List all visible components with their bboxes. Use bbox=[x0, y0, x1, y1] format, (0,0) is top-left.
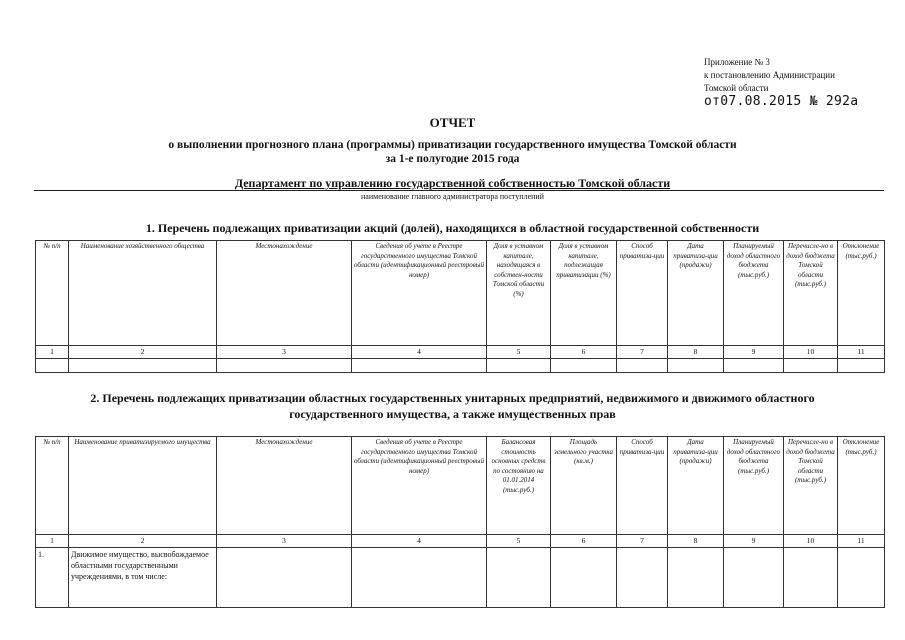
column-number-cell: 6 bbox=[551, 346, 617, 359]
empty-cell bbox=[352, 358, 487, 372]
appendix-line-2: к постановлению Администрации bbox=[704, 70, 835, 80]
empty-cell bbox=[352, 547, 487, 607]
header-cell: Местонахождение bbox=[217, 241, 352, 346]
header-cell: Способ приватиза-ции bbox=[617, 241, 668, 346]
header-cell: Дата приватиза-ции (продажи) bbox=[668, 241, 724, 346]
header-cell: № п/п bbox=[36, 241, 69, 346]
column-number-cell: 9 bbox=[724, 346, 784, 359]
empty-cell bbox=[36, 358, 69, 372]
column-number-cell: 10 bbox=[784, 535, 838, 548]
section-1-title: 1. Перечень подлежащих приватизации акций (долей), находящихся в областной государственной собственности bbox=[145, 221, 760, 235]
header-cell: Местонахождение bbox=[217, 437, 352, 535]
appendix-decree-number: от07.08.2015 № 292а bbox=[704, 94, 859, 109]
document-subtitle bbox=[0, 138, 905, 166]
column-number-cell: 7 bbox=[617, 535, 668, 548]
empty-cell bbox=[838, 547, 885, 607]
column-number-cell: 7 bbox=[617, 346, 668, 359]
column-number-cell: 5 bbox=[487, 535, 551, 548]
header-cell: Сведения об учете в Реестре государственного имущества Томской области (идентификационный реестровый номер) bbox=[352, 437, 487, 535]
appendix-line-3: Томской области bbox=[704, 83, 769, 93]
header-cell: Сведения об учете в Реестре государственного имущества Томской области (идентификационный реестровый номер) bbox=[352, 241, 487, 346]
appendix-block bbox=[704, 56, 858, 108]
header-cell: Перечисле-но в доход бюджета Томской области (тыс.руб.) bbox=[784, 437, 838, 535]
header-cell: Наименование приватизируемого имущества bbox=[69, 437, 217, 535]
document-title: ОТЧЕТ bbox=[429, 115, 476, 130]
empty-cell bbox=[724, 358, 784, 372]
row-number-cell: 1. bbox=[36, 547, 69, 607]
empty-cell bbox=[617, 358, 668, 372]
divider-line bbox=[34, 190, 884, 191]
header-cell: Перечисле-но в доход бюджета Томской области (тыс.руб.) bbox=[784, 241, 838, 346]
column-number-cell: 11 bbox=[838, 535, 885, 548]
section-2-title-line-2: государственного имущества, а также имущественных прав bbox=[289, 407, 616, 421]
header-cell: Способ приватиза-ции bbox=[617, 437, 668, 535]
section-1-table bbox=[35, 240, 885, 373]
header-cell: Планируемый доход областного бюджета (тыс.руб.) bbox=[724, 241, 784, 346]
appendix-line-1: Приложение № 3 bbox=[704, 57, 770, 67]
table-row bbox=[36, 547, 885, 607]
column-number-cell: 6 bbox=[551, 535, 617, 548]
empty-cell bbox=[217, 358, 352, 372]
header-cell: Площадь земельного участка (кв.м.) bbox=[551, 437, 617, 535]
header-cell: Доля в уставном капитале, находящаяся в собствен-ности Томской области (%) bbox=[487, 241, 551, 346]
column-number-cell: 3 bbox=[217, 535, 352, 548]
section-2-table bbox=[35, 436, 885, 608]
header-cell: Дата приватиза-ции (продажи) bbox=[668, 437, 724, 535]
column-number-cell: 4 bbox=[352, 535, 487, 548]
empty-cell bbox=[784, 547, 838, 607]
header-cell: Отклонение (тыс.руб.) bbox=[838, 437, 885, 535]
header-cell: № п/п bbox=[36, 437, 69, 535]
column-number-cell: 1 bbox=[36, 535, 69, 548]
section-1-header-row bbox=[36, 241, 885, 346]
header-cell: Балансовая стоимость основных средств по состоянию на 01.01.2014 (тыс.руб.) bbox=[487, 437, 551, 535]
header-cell: Доля в уставном капитале, подлежащая приватизации (%) bbox=[551, 241, 617, 346]
column-number-cell: 1 bbox=[36, 346, 69, 359]
empty-cell bbox=[838, 358, 885, 372]
column-number-cell: 4 bbox=[352, 346, 487, 359]
column-number-cell: 2 bbox=[69, 535, 217, 548]
section-1-number-row bbox=[36, 346, 885, 359]
column-number-cell: 5 bbox=[487, 346, 551, 359]
empty-cell bbox=[784, 358, 838, 372]
header-cell: Отклонение (тыс.руб.) bbox=[838, 241, 885, 346]
column-number-cell: 9 bbox=[724, 535, 784, 548]
empty-cell bbox=[217, 547, 352, 607]
section-2-number-row bbox=[36, 535, 885, 548]
department-name: Департамент по управлению государственной собственностью Томской области bbox=[234, 176, 671, 190]
empty-cell bbox=[69, 358, 217, 372]
empty-cell bbox=[551, 358, 617, 372]
empty-cell bbox=[617, 547, 668, 607]
section-2-title-line-1: 2. Перечень подлежащих приватизации областных государственных унитарных предприятий, недвижимого и движимого областного bbox=[90, 391, 815, 405]
section-2-header-row bbox=[36, 437, 885, 535]
empty-cell bbox=[487, 547, 551, 607]
empty-cell bbox=[551, 547, 617, 607]
section-2-title bbox=[0, 390, 905, 422]
subtitle-line-1: о выполнении прогнозного плана (программы) приватизации государственного имущества Томской области bbox=[168, 139, 737, 151]
column-number-cell: 11 bbox=[838, 346, 885, 359]
column-number-cell: 2 bbox=[69, 346, 217, 359]
section-1-empty-row bbox=[36, 358, 885, 372]
column-number-cell: 8 bbox=[668, 346, 724, 359]
header-cell: Планируемый доход областного бюджета (тыс.руб.) bbox=[724, 437, 784, 535]
header-cell: Наименование хозяйственного общества bbox=[69, 241, 217, 346]
empty-cell bbox=[724, 547, 784, 607]
column-number-cell: 8 bbox=[668, 535, 724, 548]
property-name-cell: Движимое имущество, высвобождаемое областными государственными учреждениями, в том числе: bbox=[69, 547, 217, 607]
empty-cell bbox=[668, 358, 724, 372]
empty-cell bbox=[487, 358, 551, 372]
subtitle-line-2: за 1-е полугодие 2015 года bbox=[385, 153, 520, 165]
department-caption: наименование главного администратора поступлений bbox=[361, 192, 544, 201]
empty-cell bbox=[668, 547, 724, 607]
column-number-cell: 10 bbox=[784, 346, 838, 359]
column-number-cell: 3 bbox=[217, 346, 352, 359]
